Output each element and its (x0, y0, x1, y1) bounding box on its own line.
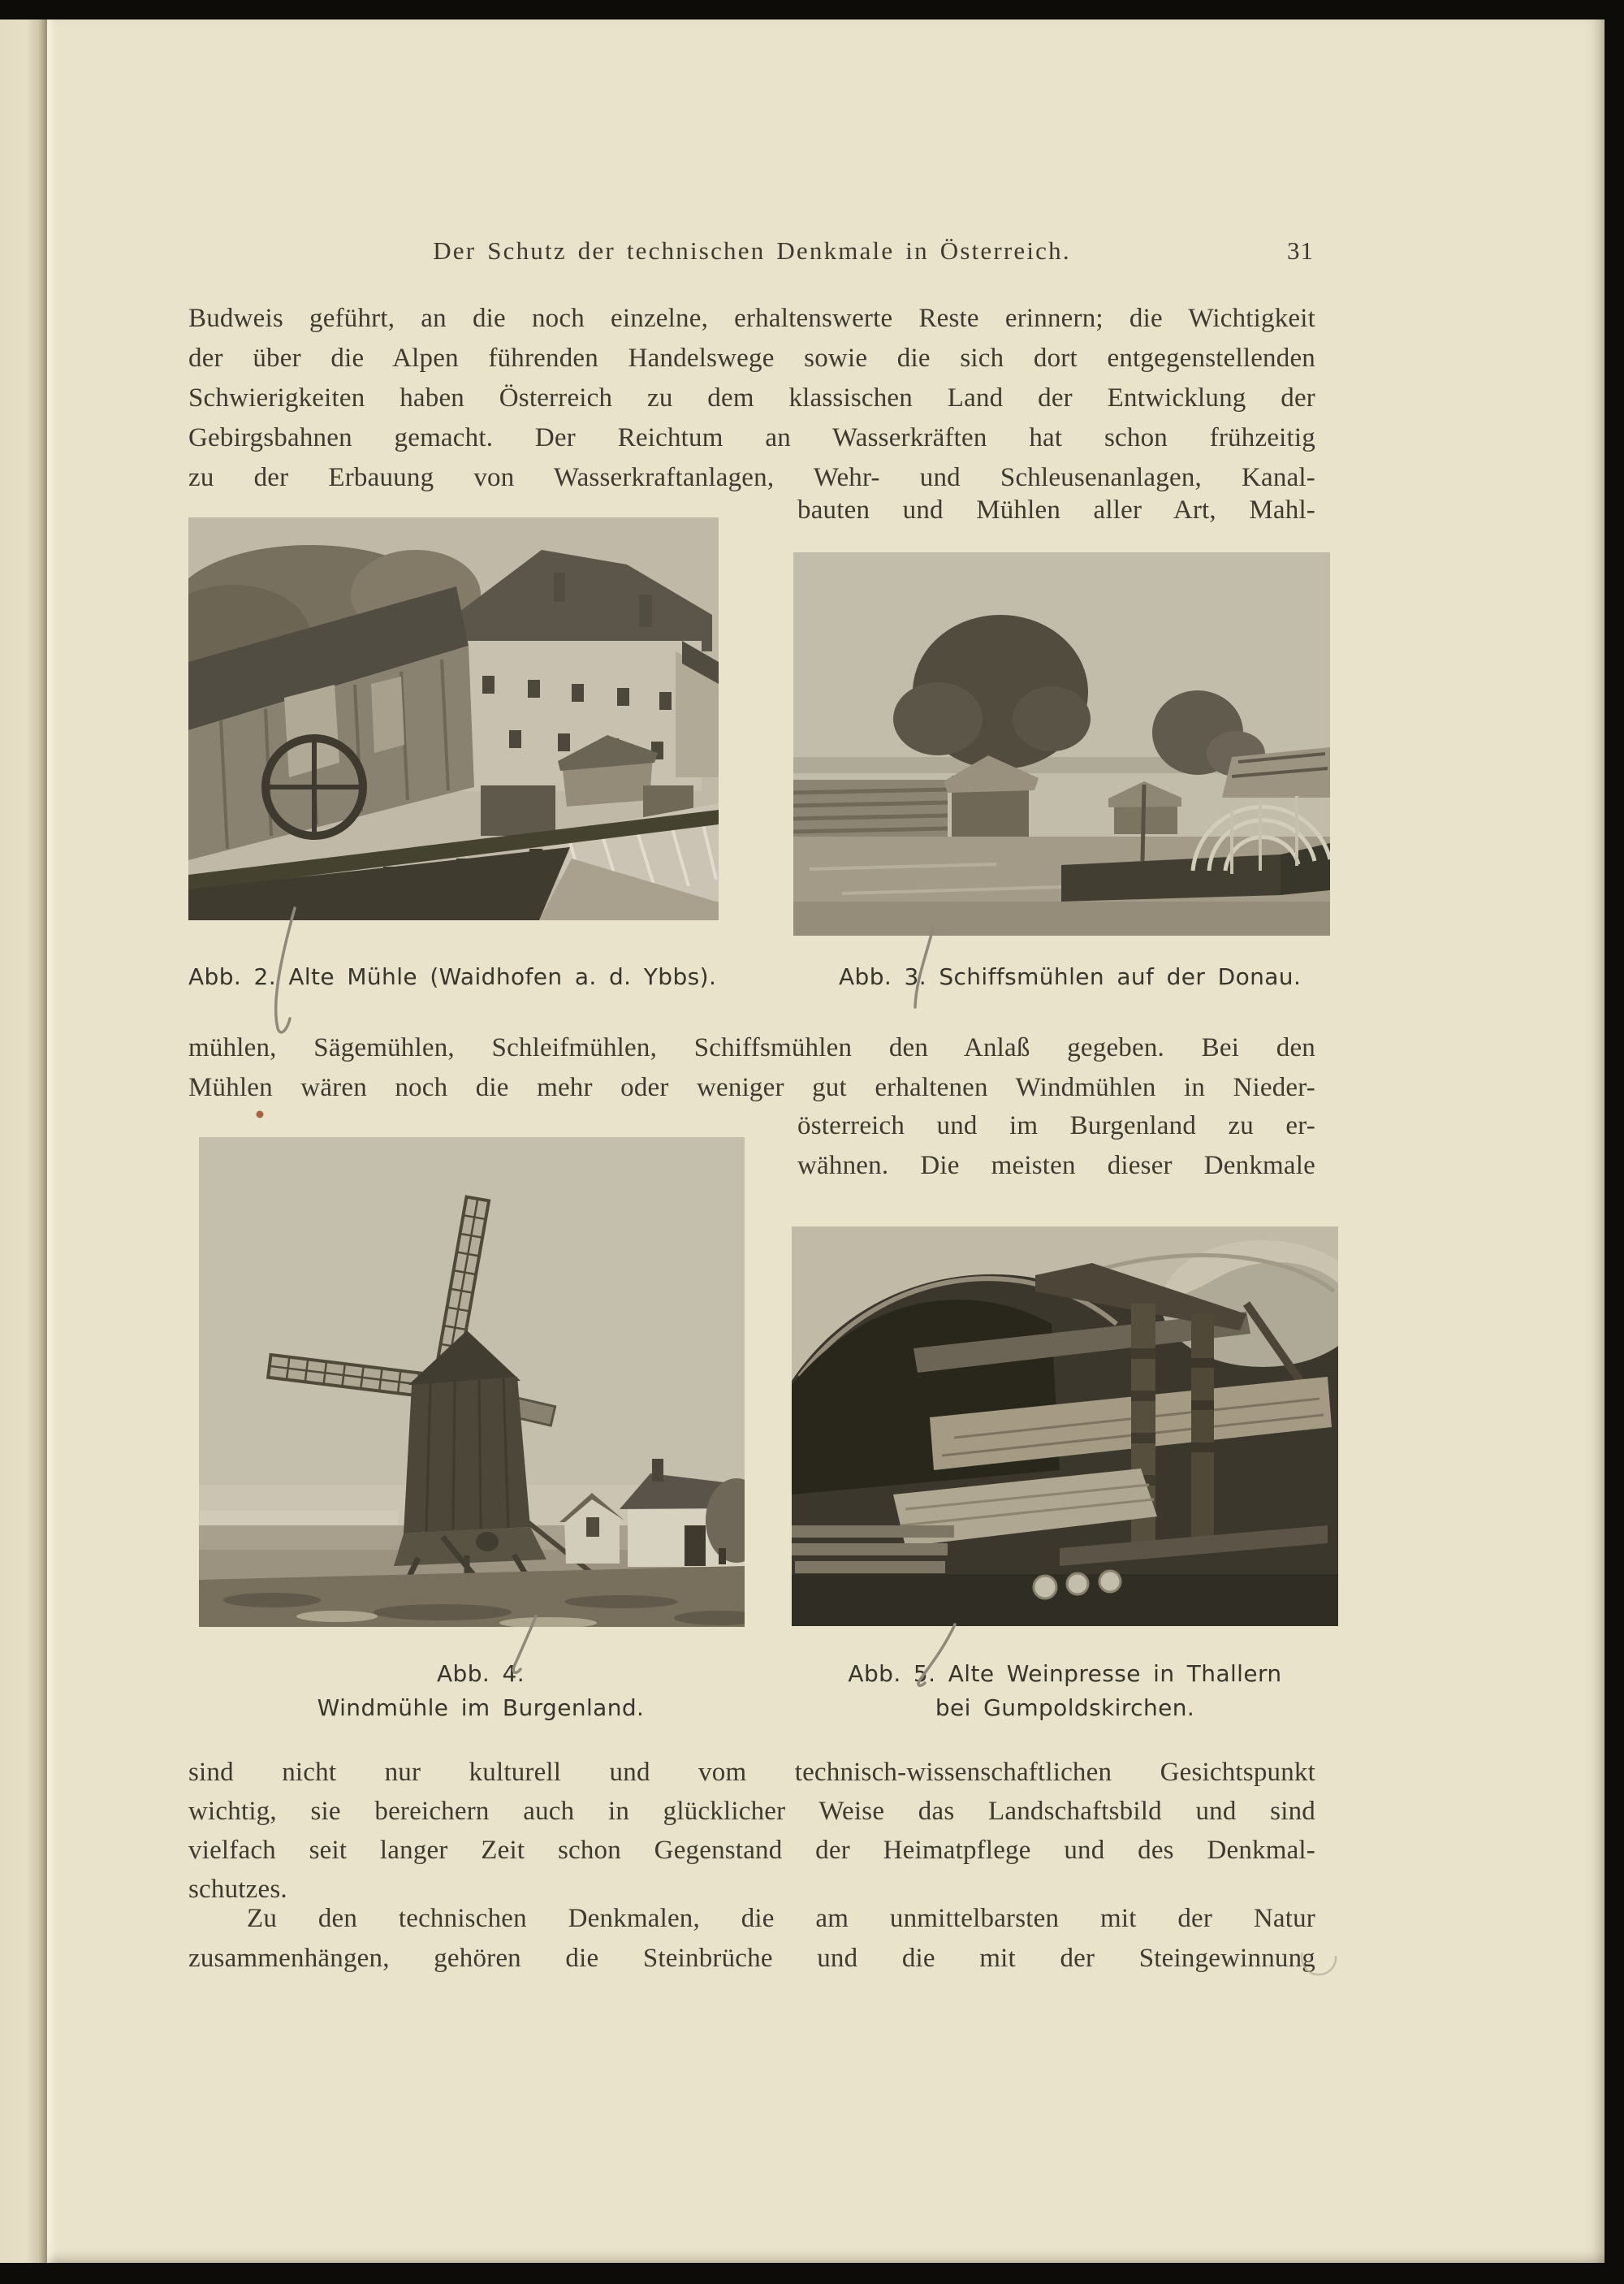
caption-abb4 (205, 1657, 757, 1725)
caption-abb2: Abb. 2. Alte Mühle (Waidhofen a. d. Ybbs). (188, 963, 717, 990)
text-line: sind nicht nur kulturell und vom technisch-wissenschaftlichen Gesichtspunkt (188, 1758, 1315, 1787)
caption-abb3: Abb. 3. Schiffsmühlen auf der Donau. (839, 963, 1302, 990)
photo-windmuehle-burgenland (199, 1137, 745, 1627)
photo-weinpresse-illustration (792, 1226, 1338, 1626)
text-line: Gebirgsbahnen gemacht. Der Reichtum an Wasserkräften hat schon frühzeitig (188, 423, 1315, 452)
text-line: österreich und im Burgenland zu er- (797, 1111, 1315, 1140)
text-line: Mühlen wären noch die mehr oder weniger gut erhaltenen Windmühlen in Nieder- (188, 1073, 1315, 1102)
page-number: 31 (1287, 236, 1314, 265)
paragraph-3 (188, 1753, 1315, 1909)
text-line: zusammenhängen, gehören die Steinbrüche und die mit der Steingewinnung (188, 1944, 1315, 1973)
text-line: mühlen, Sägemühlen, Schleifmühlen, Schiffsmühlen den Anlaß gegeben. Bei den (188, 1033, 1315, 1062)
paragraph-4 (188, 1899, 1315, 1979)
text-line: vielfach seit langer Zeit schon Gegenstand der Heimatpflege und des Denkmal- (188, 1836, 1315, 1865)
page-title: Der Schutz der technischen Denkmale in Österreich. (433, 236, 1071, 265)
text-line: wichtig, sie bereichern auch in glücklicher Weise das Landschaftsbild und sind (188, 1797, 1315, 1826)
text-line: Zu den technischen Denkmalen, die am unmittelbarsten mit der Natur (247, 1904, 1315, 1933)
photo-schiffsmuehlen-illustration (793, 552, 1330, 936)
photo-weinpresse-thallern (792, 1226, 1338, 1626)
caption-abb5 (792, 1657, 1338, 1725)
text-line: Schwierigkeiten haben Österreich zu dem klassischen Land der Entwicklung der (188, 383, 1315, 413)
paragraph-1-wrapped-line (797, 491, 1315, 530)
photo-schiffsmuehlen-donau (793, 552, 1330, 936)
text-line: schutzes. (188, 1875, 287, 1904)
text-line: wähnen. Die meisten dieser Denkmale (797, 1151, 1315, 1180)
paragraph-2-wrapped-lines (797, 1106, 1315, 1186)
text-line: der über die Alpen führenden Handelswege sowie die sich dort entgegenstellenden (188, 344, 1315, 373)
paragraph-1 (188, 299, 1315, 498)
caption-abb5-line2: bei Gumpoldskirchen. (935, 1694, 1195, 1721)
text-line: zu der Erbauung von Wasserkraftanlagen, Wehr- und Schleusenanlagen, Kanal- (188, 463, 1315, 492)
caption-abb5-line1: Abb. 5. Alte Weinpresse in Thallern (848, 1660, 1282, 1687)
photo-alte-muehle-illustration (188, 517, 719, 920)
photo-alte-muehle-waidhofen (188, 517, 719, 920)
caption-abb4-line1: Abb. 4. (436, 1660, 525, 1687)
text-line: bauten und Mühlen aller Art, Mahl- (797, 495, 1315, 525)
running-head (188, 236, 1315, 269)
text-line: Budweis geführt, an die noch einzelne, erhaltenswerte Reste erinnern; die Wichtigkeit (188, 304, 1315, 333)
caption-abb4-line2: Windmühle im Burgenland. (317, 1694, 645, 1721)
paragraph-2 (188, 1028, 1315, 1108)
adjacent-page-edge (0, 19, 47, 2263)
photo-windmuehle-illustration (199, 1137, 745, 1627)
